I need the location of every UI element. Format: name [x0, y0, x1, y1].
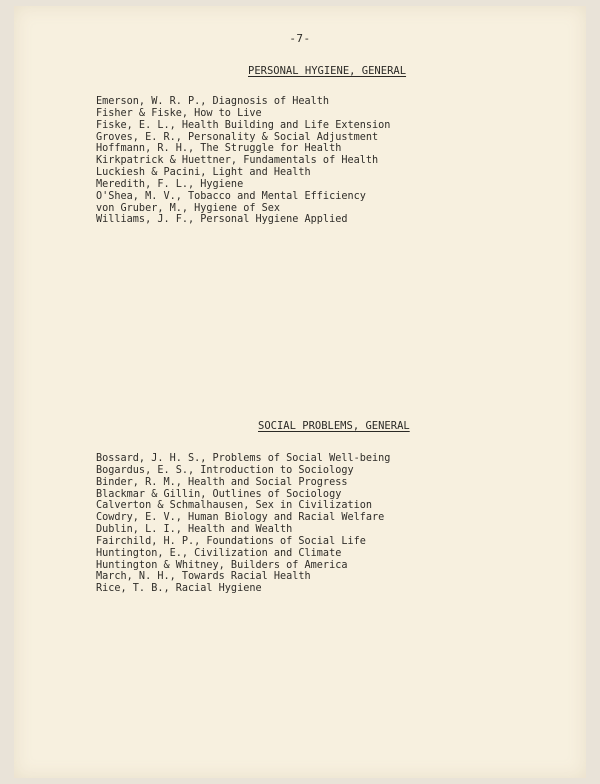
list-item: Calverton & Schmalhausen, Sex in Civilization — [96, 500, 373, 512]
list-item: Meredith, F. L., Hygiene — [96, 178, 244, 190]
list-item: March, N. H., Towards Racial Health — [96, 571, 311, 583]
document-page — [14, 6, 586, 778]
list-item: Kirkpatrick & Huettner, Fundamentals of Health — [96, 155, 379, 167]
list-item: Emerson, W. R. P., Diagnosis of Health — [96, 96, 330, 107]
list-item: von Gruber, M., Hygiene of Sex — [96, 202, 281, 214]
list-item: Rice, T. B., Racial Hygiene — [96, 583, 262, 595]
list-item: Fiske, E. L., Health Building and Life Extension — [96, 119, 391, 131]
list-item: O'Shea, M. V., Tobacco and Mental Efficiency — [96, 190, 366, 202]
list-item: Blackmar & Gillin, Outlines of Sociology — [96, 488, 342, 500]
list-item: Luckiesh & Pacini, Light and Health — [96, 167, 311, 179]
section-heading-social-problems: SOCIAL PROBLEMS, GENERAL — [258, 420, 410, 432]
list-item: Binder, R. M., Health and Social Progress — [96, 476, 348, 488]
reference-list-personal-hygiene — [96, 96, 390, 226]
list-item: Dublin, L. I., Health and Wealth — [96, 524, 293, 536]
reference-list-social-problems — [96, 453, 390, 595]
list-item: Groves, E. R., Personality & Social Adjustment — [96, 131, 379, 143]
list-item: Huntington & Whitney, Builders of America — [96, 559, 348, 571]
page-number: -7- — [289, 32, 311, 45]
list-item: Huntington, E., Civilization and Climate — [96, 547, 342, 559]
list-item: Williams, J. F., Personal Hygiene Applied — [96, 214, 348, 226]
section-heading-personal-hygiene: PERSONAL HYGIENE, GENERAL — [248, 65, 407, 77]
list-item: Fairchild, H. P., Foundations of Social Life — [96, 535, 366, 547]
list-item: Fisher & Fiske, How to Live — [96, 107, 262, 119]
list-item: Bogardus, E. S., Introduction to Sociology — [96, 464, 354, 476]
list-item: Bossard, J. H. S., Problems of Social Well-being — [96, 453, 391, 464]
list-item: Hoffmann, R. H., The Struggle for Health — [96, 143, 342, 155]
list-item: Cowdry, E. V., Human Biology and Racial Welfare — [96, 512, 385, 524]
